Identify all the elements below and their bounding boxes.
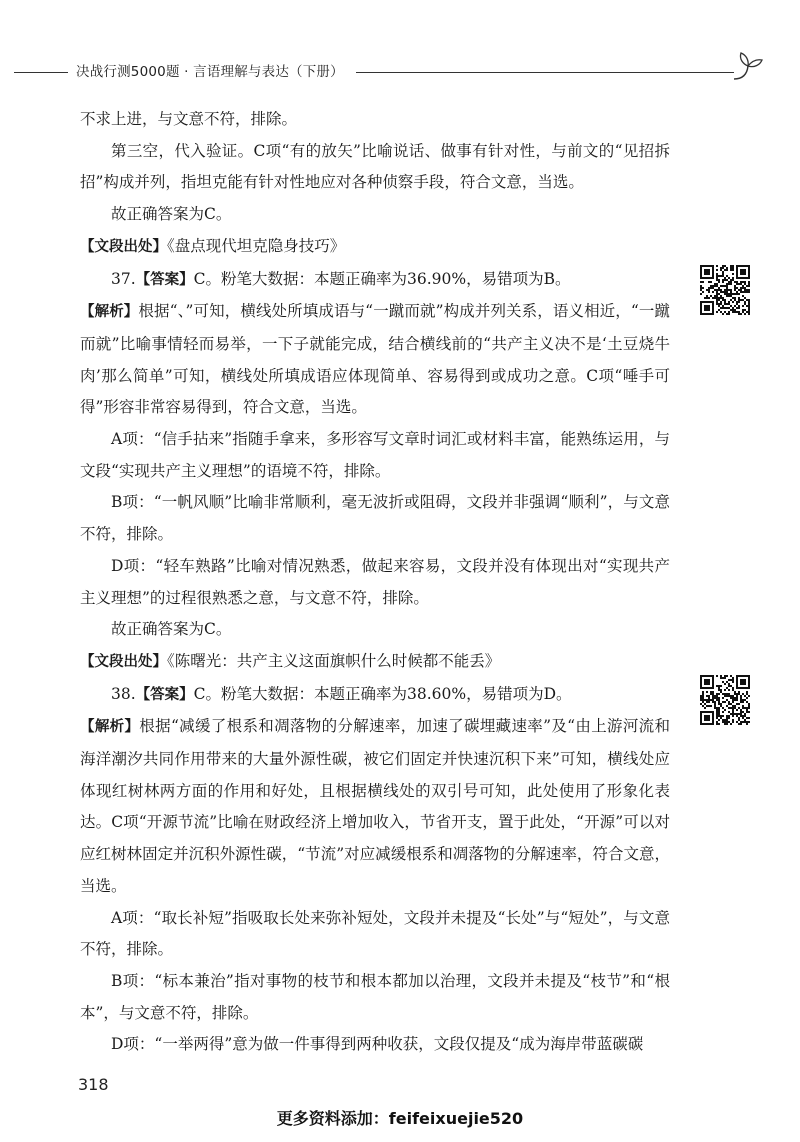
paragraph-continuation: 不求上进，与文意不符，排除。 [80,110,298,128]
header-rule-right [356,72,734,73]
option-d-37: D项：“轻车熟路”比喻对情况熟悉，做起来容易，文段并没有体现出对“实现共产主义理想”的过程很熟悉之意，与文意不符，排除。 [80,556,670,607]
paragraph-answer-36: 故正确答案为C。 [111,205,232,224]
option-a-37: A项：“信手拈来”指随手拿来，多形容写文章时词汇或材料丰富，能熟练运用，与文段“实现共产主义理想”的语境不符，排除。 [80,430,670,480]
answer-37 [80,264,670,297]
analysis-37 [80,296,670,424]
page-number: 318 [78,1075,109,1094]
leaf-sprout-icon [730,48,764,84]
option-a-38: A项：“取长补短”指吸取长处来弥补短处，文段并未提及“长处”与“短处”，与文意不符，排除。 [80,908,670,959]
paragraph-third-blank: 第三空，代入验证。C项“有的放矢”比喻说话、做事有针对性，与前文的“见招拆招”构成并列，指坦克能有针对性地应对各种侦察手段，符合文意，当选。 [80,141,670,192]
answer-text: C。粉笔大数据：本题正确率为38.60%，易错项为D。 [193,684,572,703]
qr-code-icon[interactable] [700,265,750,315]
footer-watermark-text: 更多资料添加：feifeixuejie520 [276,1109,524,1128]
paragraph-answer-37: 故正确答案为C。 [111,620,232,639]
answer-explanations [80,104,670,1061]
analysis-tag: 【解析】 [80,719,140,736]
answer-tag: 【答案】 [135,271,194,288]
answer-text: C。粉笔大数据：本题正确率为36.90%，易错项为B。 [193,269,571,288]
analysis-text: 根据“减缓了根系和凋落物的分解速率，加速了碳埋藏速率”及“由上游河流和海洋潮汐共同作用带来的大量外源性碳，被它们固定并快速沉积下来”可知，横线处应体现红树林两方面的作用和好处，且根据横线处的双引号可知，此处使用了形象化表达。C项“开源节流”比喻在财政经济上增加收入，节省开支，置于此处，“开源”可以对应红树林固定并沉积外源性碳，“节流”对应减缓根系和凋落物的分解速率，符合文意，当选。 [80,717,671,895]
analysis-38 [80,711,670,902]
source-title: 《陈曙光：共产主义这面旗帜什么时候都不能丢》 [167,651,501,670]
page-header [0,48,800,88]
question-number: 38. [111,684,136,703]
question-number: 37. [111,269,136,288]
header-rule-left [14,72,68,73]
answer-tag: 【答案】 [135,686,194,703]
source-tag: 【文段出处】 [80,653,167,670]
header-title: 决战行测5000题 · 言语理解与表达（下册） [76,64,344,80]
source-37 [80,646,670,679]
qr-code-icon[interactable] [700,675,750,725]
source-title: 《盘点现代坦克隐身技巧》 [167,236,346,255]
option-b-38: B项：“标本兼治”指对事物的枝节和根本都加以治理，文段并未提及“枝节”和“根本”，与文意不符，排除。 [80,971,670,1022]
analysis-text: 根据“、”可知，横线处所填成语与“一蹴而就”构成并列关系，语义相近，“一蹴而就”比喻事情轻而易举，一下子就能完成，结合横线前的“共产主义决不是‘土豆烧牛肉’那么简单”可知，横线处所填成语应体现简单、容易得到或成功之意。C项“唾手可得”形容非常容易得到，符合文意，当选。 [80,302,671,417]
source-tag: 【文段出处】 [80,238,167,255]
analysis-tag: 【解析】 [80,304,139,321]
source-36 [80,231,670,264]
option-d-38: D项：“一举两得”意为做一件事得到两种收获，文段仅提及“成为海岸带蓝碳碳 [111,1035,644,1054]
option-b-37: B项：“一帆风顺”比喻非常顺利，毫无波折或阻碍，文段并非强调“顺利”，与文意不符，排除。 [80,493,670,544]
answer-38 [80,679,670,712]
